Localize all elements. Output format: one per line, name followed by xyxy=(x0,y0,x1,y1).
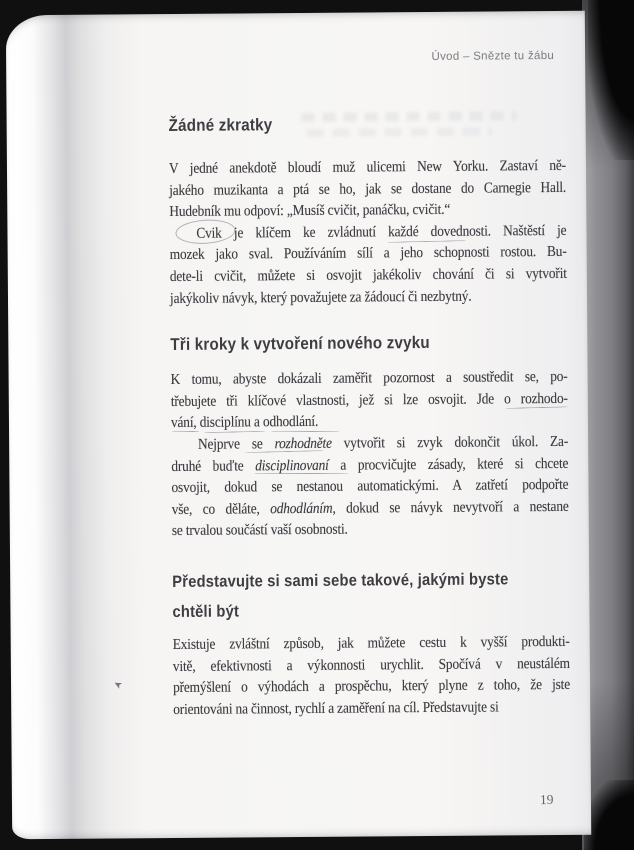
body-line: přemýšlení o výhodách a prospěchu, který plyne z toho, že jste xyxy=(172,676,571,697)
body-line xyxy=(171,453,568,478)
body-line: se trvalou součástí vaší osobnosti. xyxy=(171,521,348,540)
body-line: Cvik je klíčem ke zvládnutí každé dovednosti. Naštěstí je xyxy=(196,222,567,242)
body-line: jakýkoliv návyk, který považujete za žádoucí či nezbytný. xyxy=(169,288,472,307)
paragraph xyxy=(173,632,571,721)
body-line: Existuje zvláštní způsob, jak můžete cestu k vyšší produkti- xyxy=(172,633,570,653)
scan-dark-corner-top xyxy=(588,0,634,160)
paragraph xyxy=(171,367,568,435)
heading-line: Představujte si sami sebe takové, jakými byste xyxy=(172,570,509,591)
text-column xyxy=(168,11,570,721)
text-run: vše, co děláte, xyxy=(171,500,271,518)
pencil-arrow-mark: ➤ xyxy=(111,677,125,691)
body-line: jakého muzikanta a ptá se ho, jak se dostane do Carnegie Hall. xyxy=(169,179,567,199)
heading-line: chtěli být xyxy=(172,602,240,621)
section-heading: Žádné zkratky xyxy=(168,115,273,136)
italic-term: rozhodněte xyxy=(274,435,332,453)
italic-term: disciplinovaní xyxy=(255,457,329,474)
body-line: orientováni na činnost, rychlí a zaměření na cíl. Představujte si xyxy=(173,699,499,718)
page-number: 19 xyxy=(539,792,554,808)
body-line: K tomu, abyste dokázali zaměřit pozornost a soustředit se, po- xyxy=(170,369,568,389)
body-line: dete-li cvičit, můžete si osvojit jakékoliv chování či si vytvořit xyxy=(169,265,567,285)
body-line: Hudebník mu odpoví: „Musíš cvičit, panáčku, cvičit.“ xyxy=(169,201,451,221)
section-heading: Tři kroky k vytvoření nového zvyku xyxy=(170,333,430,355)
text-run: Nejprve se xyxy=(197,436,275,453)
paragraph xyxy=(169,156,566,224)
body-line: vání, disciplínu a odhodlání. xyxy=(170,414,319,432)
body-line: V jedné anekdotě bloudí muž ulicemi New Yorku. Zastaví ně- xyxy=(168,157,566,178)
body-line: třebujete tři klíčové vlastnosti, jež si lze osvojit. Jde o rozhodo- xyxy=(170,390,568,410)
scan-dark-corner-bottom xyxy=(584,780,634,850)
body-line xyxy=(172,497,569,522)
body-line: vitě, efektivnosti a výkonnosti urychlit. Spočívá v neustálém xyxy=(172,655,570,675)
text-run: , dokud se návyk nevytvoří a nestane xyxy=(332,498,569,517)
running-head: Úvod – Snězte tu žábu xyxy=(431,49,555,63)
text-run: druhé buďte xyxy=(171,457,256,475)
text-run: a procvičujte zásady, které si chcete xyxy=(328,455,569,474)
body-line: osvojit, dokud se nestanou automatickými. A zatřetí podpořte xyxy=(171,477,569,497)
body-line xyxy=(171,432,568,457)
body-line: mozek jako sval. Používáním sílí a jeho schopnosti rostou. Bu- xyxy=(169,244,567,264)
italic-term: odhodláním xyxy=(270,500,333,517)
paragraph xyxy=(171,432,569,543)
text-run: vytvořit si zvyk dokončit úkol. Za- xyxy=(331,433,569,452)
section-heading xyxy=(172,564,569,627)
book-page xyxy=(6,11,591,840)
paragraph xyxy=(169,221,567,310)
